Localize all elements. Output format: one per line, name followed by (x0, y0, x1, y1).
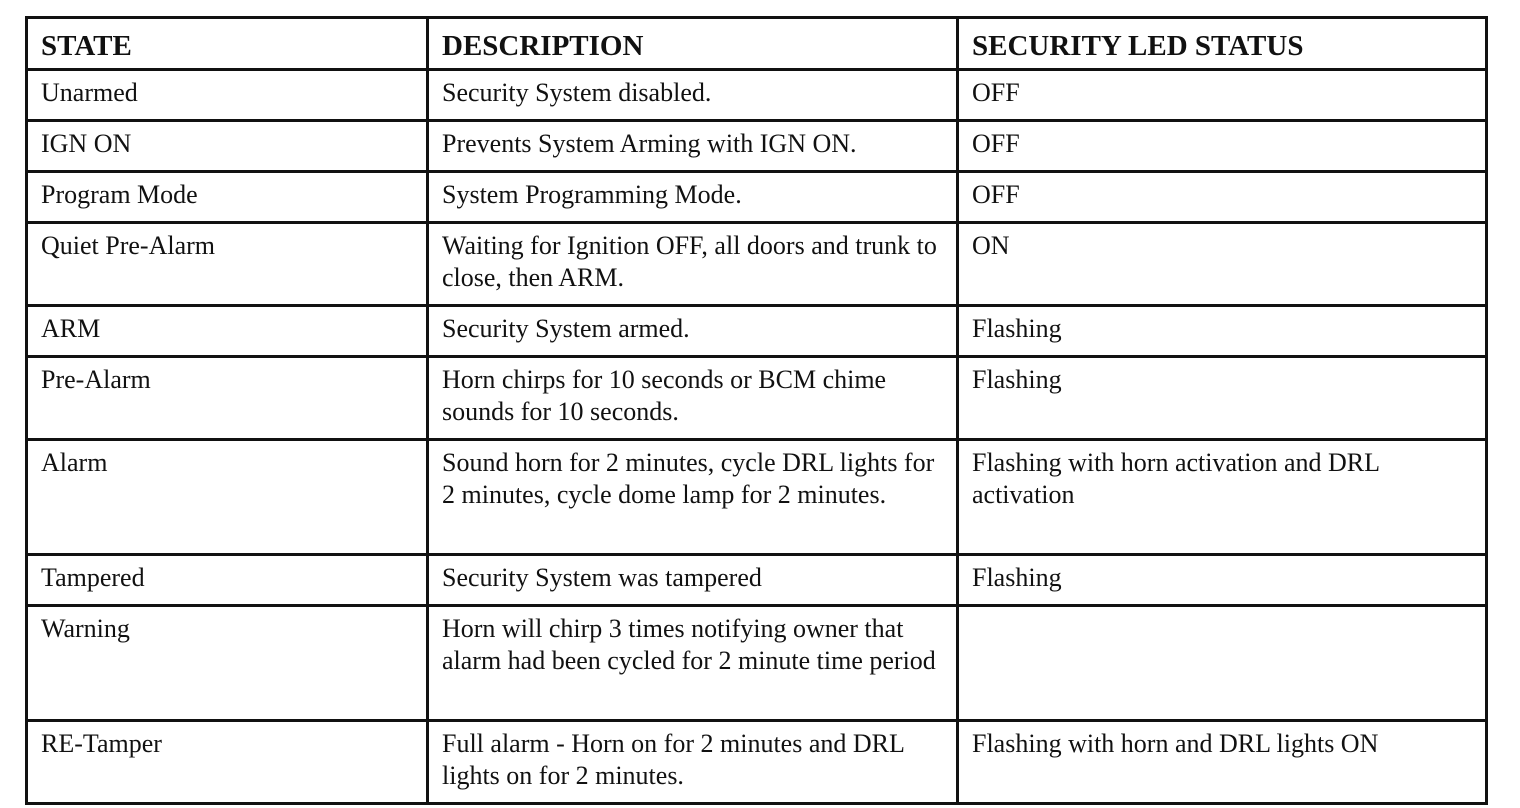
cell-state: Program Mode (27, 172, 428, 223)
cell-state: IGN ON (27, 121, 428, 172)
cell-description: Horn will chirp 3 times notifying owner that alarm had been cycled for 2 minute time period (428, 606, 958, 721)
cell-led-status: ON (958, 223, 1487, 306)
cell-led-status: Flashing with horn activation and DRL activation (958, 440, 1487, 555)
cell-state: Quiet Pre-Alarm (27, 223, 428, 306)
table-header-row (27, 18, 1487, 70)
cell-led-status: Flashing (958, 555, 1487, 606)
cell-description: System Programming Mode. (428, 172, 958, 223)
security-state-table (25, 16, 1488, 805)
table-row (27, 172, 1487, 223)
table-row (27, 121, 1487, 172)
cell-led-status: Flashing (958, 357, 1487, 440)
table-row (27, 606, 1487, 721)
cell-state: ARM (27, 306, 428, 357)
cell-led-status: OFF (958, 172, 1487, 223)
cell-description: Prevents System Arming with IGN ON. (428, 121, 958, 172)
table-row (27, 70, 1487, 121)
table-row (27, 440, 1487, 555)
table-row (27, 357, 1487, 440)
table-row (27, 223, 1487, 306)
security-state-table-container (25, 16, 1485, 805)
cell-led-status: OFF (958, 121, 1487, 172)
cell-description: Waiting for Ignition OFF, all doors and trunk to close, then ARM. (428, 223, 958, 306)
cell-description: Horn chirps for 10 seconds or BCM chime sounds for 10 seconds. (428, 357, 958, 440)
cell-state: Unarmed (27, 70, 428, 121)
table-row (27, 306, 1487, 357)
cell-state: RE-Tamper (27, 721, 428, 804)
header-state: STATE (27, 18, 428, 70)
cell-state: Pre-Alarm (27, 357, 428, 440)
header-description: DESCRIPTION (428, 18, 958, 70)
cell-description: Security System armed. (428, 306, 958, 357)
table-row (27, 555, 1487, 606)
cell-description: Full alarm - Horn on for 2 minutes and DRL lights on for 2 minutes. (428, 721, 958, 804)
cell-state: Warning (27, 606, 428, 721)
header-security-led-status: SECURITY LED STATUS (958, 18, 1487, 70)
cell-led-status: OFF (958, 70, 1487, 121)
cell-led-status (958, 606, 1487, 721)
cell-description: Security System was tampered (428, 555, 958, 606)
cell-led-status: Flashing with horn and DRL lights ON (958, 721, 1487, 804)
cell-state: Alarm (27, 440, 428, 555)
cell-state: Tampered (27, 555, 428, 606)
cell-led-status: Flashing (958, 306, 1487, 357)
cell-description: Security System disabled. (428, 70, 958, 121)
cell-description: Sound horn for 2 minutes, cycle DRL lights for 2 minutes, cycle dome lamp for 2 minutes. (428, 440, 958, 555)
table-row (27, 721, 1487, 804)
